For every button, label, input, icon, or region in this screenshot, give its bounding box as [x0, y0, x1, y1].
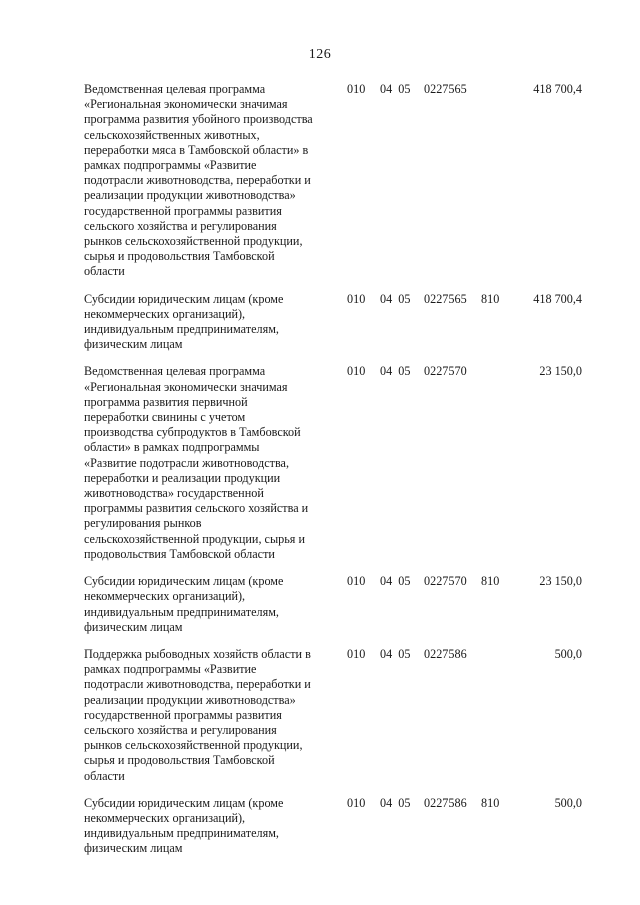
- page-number: 126: [308, 47, 332, 62]
- table-row: [84, 796, 594, 857]
- row-name: Ведомственная целевая программа «Региональная экономически значимая программа развития первичной переработки свинины с учетом производства субпродуктов в Тамбовской области» в рамках подпрограммы «Развитие подотрасли животноводства, переработки и реализации продукции животноводства» государственной программы развития сельского хозяйства и регулирования рынков сельскохозяйственной продукции, сырья и продовольствия Тамбовской области: [84, 364, 309, 561]
- row-name: Субсидии юридическим лицам (кроме некоммерческих организаций), индивидуальным предпринимателям, физическим лицам: [84, 574, 284, 634]
- row-target-article-code: 0227565: [424, 291, 467, 306]
- row-subsection-code: 04 05: [380, 795, 411, 810]
- row-target-article-code: 0227570: [424, 574, 467, 589]
- row-name: Субсидии юридическим лицам (кроме некоммерческих организаций), индивидуальным предпринимателям, физическим лицам: [84, 291, 284, 352]
- row-section-code: 010: [347, 291, 366, 306]
- row-section-code: 010: [347, 364, 366, 379]
- row-section-code: 010: [347, 574, 366, 589]
- row-amount: 418 700,4: [533, 291, 582, 306]
- table-row: [84, 364, 594, 562]
- row-section-code: 010: [347, 646, 366, 661]
- row-subsection-code: 04 05: [380, 364, 411, 379]
- table-row: [84, 574, 594, 635]
- row-expense-type-code: 810: [481, 795, 500, 810]
- row-amount: 23 150,0: [539, 574, 582, 589]
- row-section-code: 010: [347, 795, 366, 810]
- row-subsection-code: 04 05: [380, 82, 411, 96]
- row-amount: 418 700,4: [533, 82, 582, 96]
- row-target-article-code: 0227586: [424, 795, 467, 810]
- row-expense-type-code: 810: [481, 574, 500, 589]
- row-expense-type-code: 810: [481, 291, 500, 306]
- row-target-article-code: 0227586: [424, 646, 467, 661]
- row-name: Поддержка рыбоводных хозяйств области в рамках подпрограммы «Развитие подотрасли животноводства, переработки и реализации продукции животноводства» государственной программы развития сельского хозяйства и регулирования рынков сельскохозяйственной продукции, сырья и продовольствия Тамбовской области: [84, 646, 311, 783]
- row-subsection-code: 04 05: [380, 291, 411, 306]
- row-subsection-code: 04 05: [380, 574, 411, 589]
- row-amount: 500,0: [554, 646, 582, 661]
- row-name: Субсидии юридическим лицам (кроме некоммерческих организаций), индивидуальным предпринимателям, физическим лицам: [84, 795, 284, 856]
- table-row: [84, 292, 594, 353]
- row-subsection-code: 04 05: [380, 646, 411, 661]
- row-target-article-code: 0227570: [424, 364, 467, 379]
- row-name: Ведомственная целевая программа «Региональная экономически значимая программа развития убойного производства сельскохозяйственных животных, переработки мяса в Тамбовской области» в рамках подпрограммы «Развитие подотрасли животноводства, переработки и реализации продукции животноводства» государственной программы развития сельского хозяйства и регулирования рынков сельскохозяйственной продукции, сырья и продовольствия Тамбовской области: [84, 82, 313, 279]
- row-amount: 500,0: [554, 795, 582, 810]
- table-row: [84, 647, 594, 784]
- row-section-code: 010: [347, 82, 366, 96]
- row-target-article-code: 0227565: [424, 82, 467, 96]
- table-row: [84, 82, 594, 280]
- row-amount: 23 150,0: [539, 364, 582, 379]
- budget-table: [84, 82, 594, 857]
